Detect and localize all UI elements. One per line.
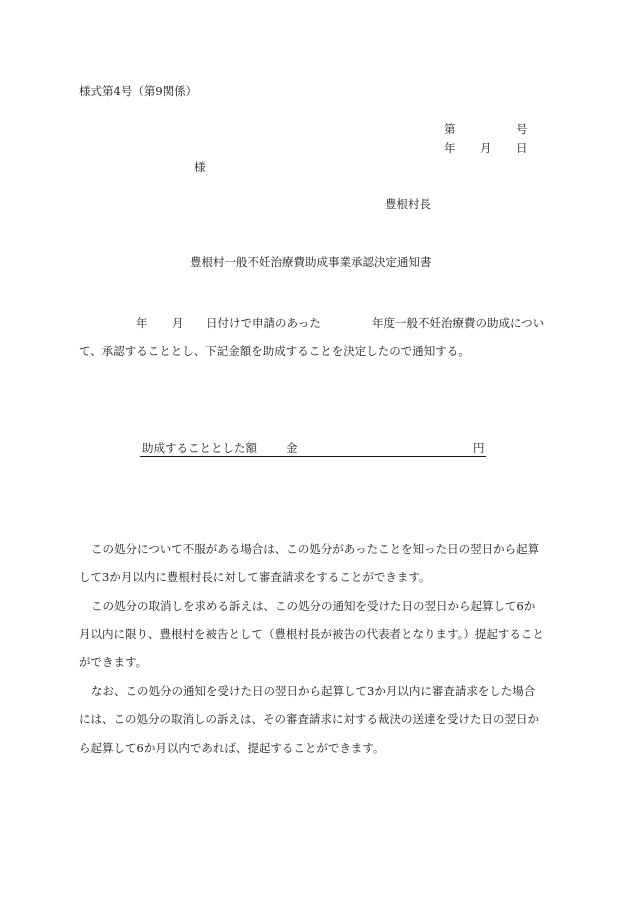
notice-line: この処分について不服がある場合は、この処分があったことを知った日の翌日から起算 [91, 542, 540, 556]
body-line-2: て、承認することとし、下記金額を助成することを決定したので通知する。 [79, 344, 470, 358]
document-number-suffix: 号 [516, 122, 528, 136]
date-month-label: 月 [480, 141, 492, 155]
amount-underline [140, 456, 486, 457]
body-year-label: 年 [136, 316, 148, 330]
body-month-label: 月 [172, 316, 184, 330]
amount-label: 助成することとした額 [142, 441, 257, 455]
date-year-label: 年 [444, 141, 456, 155]
form-number: 様式第4号（第9関係） [79, 84, 198, 98]
document-title: 豊根村一般不妊治療費助成事業承認決定通知書 [190, 255, 432, 269]
amount-currency-suffix: 円 [473, 441, 485, 455]
notice-line: ができます。 [79, 655, 148, 669]
notice-line: して3か月以内に豊根村長に対して審査請求をすることができます。 [79, 570, 431, 584]
notice-line: ら起算して6か月以内であれば、提起することができます。 [79, 741, 385, 755]
notice-line: 月以内に限り、豊根村を被告として（豊根村長が被告の代表者となります。）提起すること [79, 627, 544, 641]
date-day-label: 日 [516, 141, 528, 155]
addressee-suffix: 様 [194, 160, 206, 174]
amount-currency-prefix: 金 [286, 441, 298, 455]
body-applied-text: 日付けで申請のあった [206, 316, 321, 330]
notice-line: には、この処分の取消しの訴えは、その審査請求に対する裁決の送達を受けた日の翌日か [79, 712, 539, 726]
body-fiscal-year-text: 年度一般不妊治療費の助成につい [372, 316, 545, 330]
notice-line: この処分の取消しを求める訴えは、この処分の通知を受けた日の翌日から起算して6か [91, 599, 536, 613]
document-number-prefix: 第 [444, 122, 456, 136]
issuer-name: 豊根村長 [385, 197, 431, 211]
notice-line: なお、この処分の通知を受けた日の翌日から起算して3か月以内に審査請求をした場合 [91, 684, 536, 698]
